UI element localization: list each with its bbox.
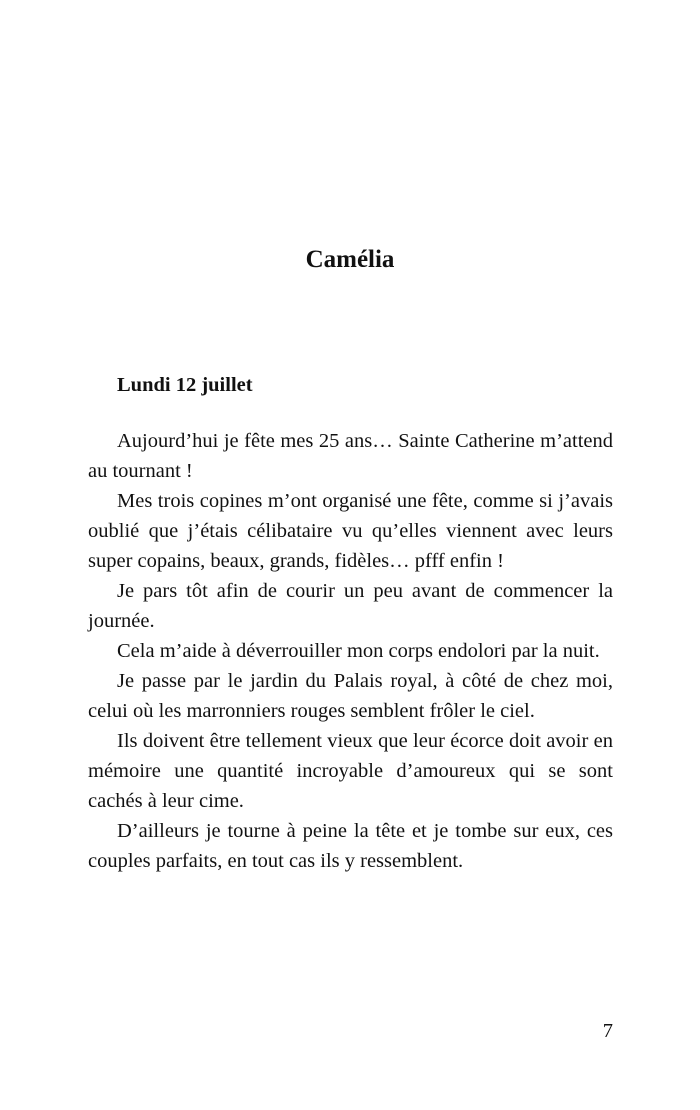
paragraph: Cela m’aide à déverrouiller mon corps endolori par la nuit. [117, 640, 600, 662]
entry-date-heading: Lundi 12 juillet [117, 374, 253, 396]
paragraph: Ils doivent être tellement vieux que leur écorce doit avoir en mémoire une quantité incroyable d’amoureux qui se sont cachés à leur cime. [88, 730, 613, 812]
chapter-title: Camélia [305, 246, 395, 273]
paragraph: Mes trois copines m’ont organisé une fête, comme si j’avais oublié que j’étais célibataire vu qu’elles viennent avec leurs super copains, beaux, grands, fidèles… pfff enfin ! [88, 490, 613, 572]
body-text [88, 426, 613, 876]
paragraph: Je passe par le jardin du Palais royal, à côté de chez moi, celui où les marronniers rouges semblent frôler le ciel. [88, 670, 613, 722]
paragraph: Je pars tôt afin de courir un peu avant de commencer la journée. [88, 580, 613, 632]
page-number: 7 [602, 1020, 613, 1042]
paragraph: D’ailleurs je tourne à peine la tête et je tombe sur eux, ces couples parfaits, en tout cas ils y ressemblent. [88, 820, 613, 872]
paragraph: Aujourd’hui je fête mes 25 ans… Sainte Catherine m’attend au tournant ! [88, 430, 613, 482]
